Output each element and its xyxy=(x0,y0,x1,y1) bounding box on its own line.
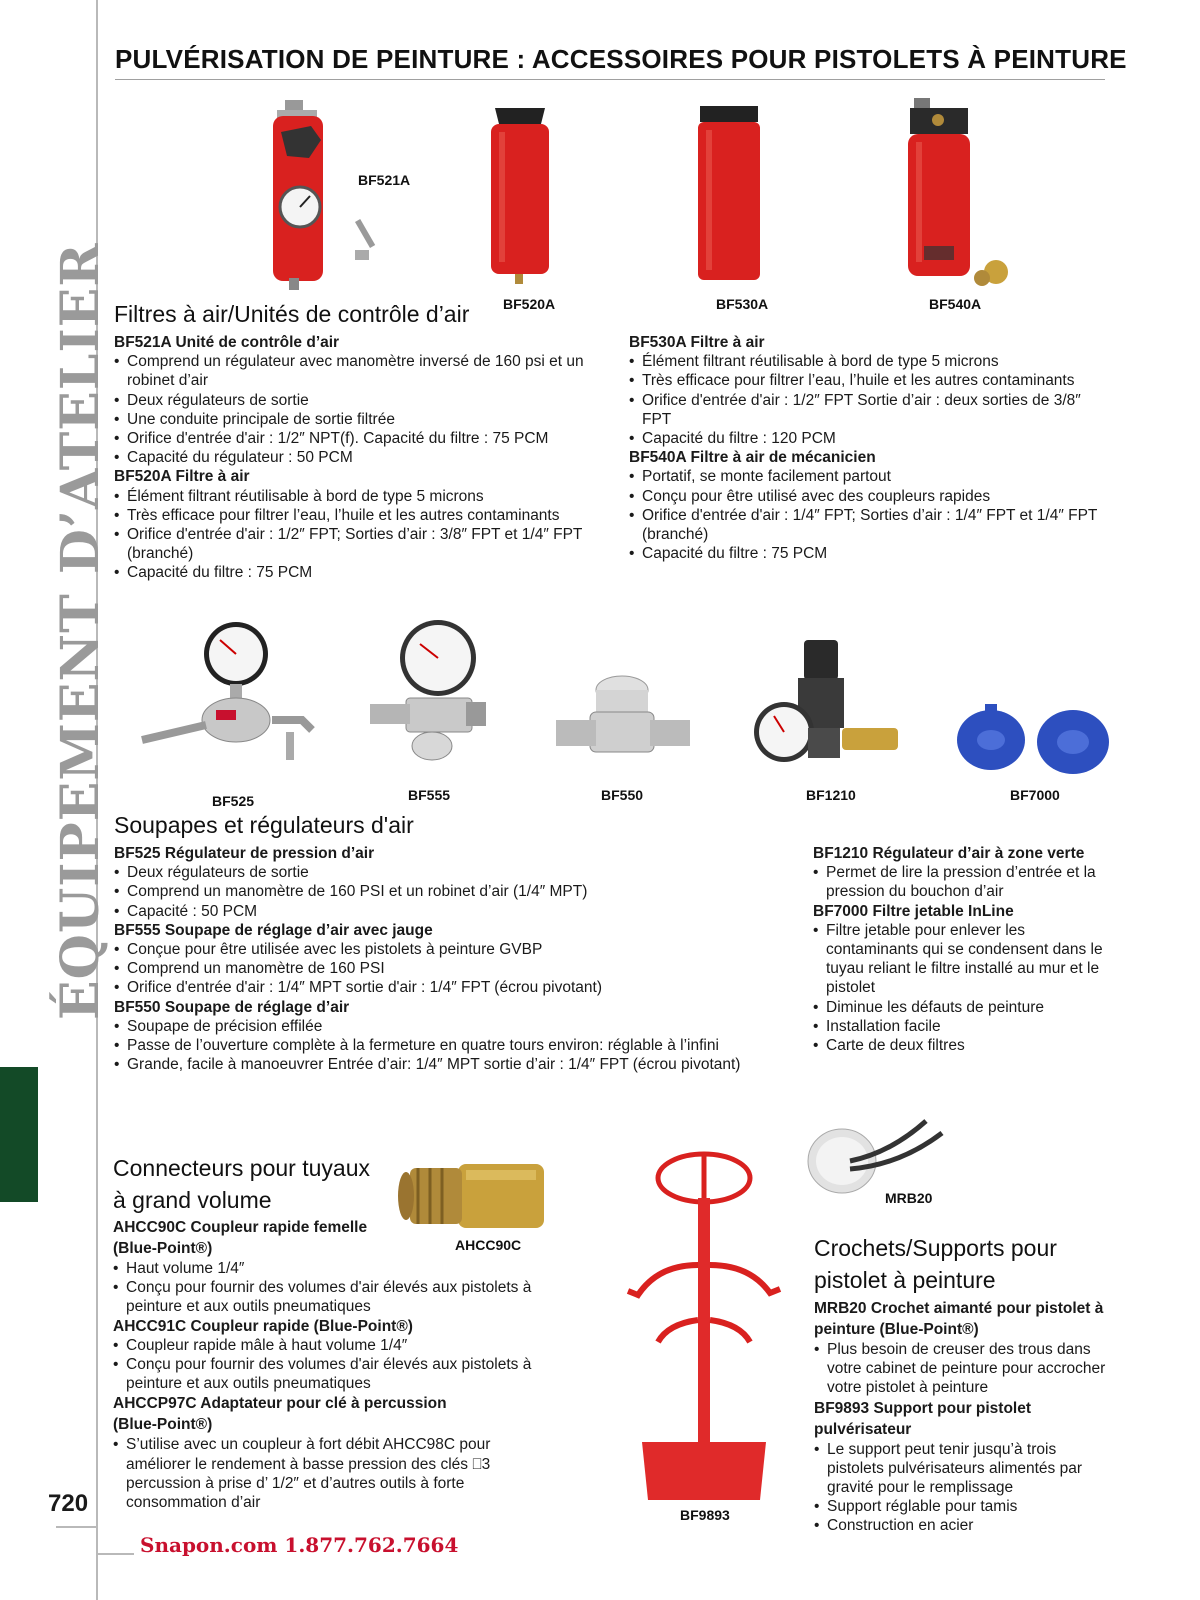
feature-item: • Plus besoin de creuser des trous dans votre cabinet de peinture pour accrocher votre pistolet à peinture xyxy=(814,1340,1114,1398)
product-title: BF7000 Filtre jetable InLine xyxy=(813,902,1014,920)
feature-item: • Support réglable pour tamis xyxy=(814,1497,1114,1516)
product-title: BF540A Filtre à air de mécanicien xyxy=(629,449,876,467)
feature-item: • Orifice d'entrée d'air : 1/4″ MPT sortie d'air : 1/4″ FPT (écrou pivotant) xyxy=(114,978,794,997)
feature-item: • Deux régulateurs de sortie xyxy=(114,391,604,410)
feature-item: • Le support peut tenir jusqu’à trois pistolets pulvérisateurs alimentés par gravité pour le remplissage xyxy=(814,1440,1114,1498)
section4-column xyxy=(814,1298,1114,1536)
feature-list xyxy=(114,863,794,921)
section-heading-hooks-stands: Crochets/Supports pour pistolet à peinture xyxy=(814,1235,1057,1293)
feature-list xyxy=(629,467,1111,563)
feature-item: • Élément filtrant réutilisable à bord de type 5 microns xyxy=(629,352,1111,371)
feature-item: • Capacité du filtre : 120 PCM xyxy=(629,429,1111,448)
label-bf1210: BF1210 xyxy=(806,787,856,803)
page-title: PULVÉRISATION DE PEINTURE : ACCESSOIRES POUR PISTOLETS À PEINTURE xyxy=(115,44,1127,74)
feature-item: • Passe de l’ouverture complète à la fermeture en quatre tours environ: réglable à l’infini xyxy=(114,1036,794,1055)
feature-item: • Comprend un manomètre de 160 PSI xyxy=(114,959,794,978)
label-bf7000: BF7000 xyxy=(1010,787,1060,803)
label-bf540a: BF540A xyxy=(929,296,982,312)
product-title: AHCC90C Coupleur rapide femelle (Blue-Point®) xyxy=(113,1219,368,1257)
label-bf525: BF525 xyxy=(212,793,255,809)
feature-item: • Carte de deux filtres xyxy=(813,1036,1115,1055)
feature-item: • Permet de lire la pression d’entrée et la pression du bouchon d’air xyxy=(813,863,1115,901)
feature-item: • Capacité du filtre : 75 PCM xyxy=(114,563,604,582)
section-heading-valves-regulators: Soupapes et régulateurs d'air xyxy=(114,812,414,838)
bf530a-image xyxy=(694,104,764,284)
footer-rule xyxy=(96,1553,134,1555)
feature-item: • Comprend un régulateur avec manomètre inversé de 160 psi et un robinet d’air xyxy=(114,352,604,390)
feature-item: • Haut volume 1/4″ xyxy=(113,1259,563,1278)
label-bf9893: BF9893 xyxy=(680,1507,730,1523)
feature-item: • Élément filtrant réutilisable à bord de type 5 microns xyxy=(114,487,604,506)
feature-item: • Capacité du régulateur : 50 PCM xyxy=(114,448,604,467)
feature-list xyxy=(114,352,604,467)
label-bf550: BF550 xyxy=(601,787,644,803)
feature-item: • S’utilise avec un coupleur à fort débit AHCC98C pour améliorer le rendement à basse pression des clés ⎕3 percussion à prise d’ 1/2″ et d’autres outils à forte consommation d’air xyxy=(113,1435,523,1512)
product-title: BF9893 Support pour pistolet pulvérisateur xyxy=(814,1399,1032,1438)
bf9893-image xyxy=(606,1150,786,1505)
product-title: MRB20 Crochet aimanté pour pistolet à peinture (Blue-Point®) xyxy=(814,1300,1104,1338)
feature-list xyxy=(814,1340,1114,1398)
bf7000-image xyxy=(955,700,1115,780)
page-number-rule xyxy=(56,1526,98,1528)
feature-item: • Orifice d'entrée d'air : 1/2″ FPT Sortie d’air : deux sorties de 3/8″ FPT xyxy=(629,391,1111,429)
feature-item: • Portatif, se monte facilement partout xyxy=(629,467,1111,486)
feature-item: • Très efficace pour filtrer l’eau, l’huile et les autres contaminants xyxy=(629,371,1111,390)
label-mrb20: MRB20 xyxy=(885,1190,933,1206)
product-title: AHCC91C Coupleur rapide (Blue-Point®) xyxy=(113,1317,413,1335)
section2-left-column xyxy=(114,844,794,1074)
product-title: AHCCP97C Adaptateur pour clé à percussion (Blue-Point®) xyxy=(113,1395,447,1434)
section-heading-hose-connectors: Connecteurs pour tuyaux à grand volume xyxy=(113,1155,370,1213)
feature-item: • Une conduite principale de sortie filtrée xyxy=(114,410,604,429)
bf540a-image xyxy=(902,96,1014,292)
label-bf555: BF555 xyxy=(408,787,451,803)
feature-item: • Conçu pour être utilisé avec des coupleurs rapides xyxy=(629,487,1111,506)
feature-list xyxy=(114,1017,794,1075)
feature-list xyxy=(114,940,794,998)
section-tab xyxy=(0,1067,38,1202)
bf520a-image xyxy=(485,104,555,290)
mrb20-image xyxy=(806,1117,946,1197)
section3-column xyxy=(113,1217,563,1512)
feature-item: • Orifice d'entrée d'air : 1/4″ FPT; Sorties d’air : 1/4″ FPT et 1/4″ FPT (branché) xyxy=(629,506,1111,544)
bf555-image xyxy=(366,618,491,768)
product-title: BF1210 Régulateur d’air à zone verte xyxy=(813,845,1085,862)
feature-item: • Soupape de précision effilée xyxy=(114,1017,794,1036)
feature-item: • Capacité : 50 PCM xyxy=(114,902,794,921)
feature-item: • Orifice d'entrée d'air : 1/2″ FPT; Sorties d’air : 3/8″ FPT et 1/4″ FPT (branché) xyxy=(114,525,604,563)
product-title: BF530A Filtre à air xyxy=(629,334,765,351)
section1-right-column xyxy=(629,333,1111,563)
label-bf521a: BF521A xyxy=(358,172,411,188)
product-title: BF520A Filtre à air xyxy=(114,468,250,486)
feature-item: • Comprend un manomètre de 160 PSI et un robinet d’air (1/4″ MPT) xyxy=(114,882,794,901)
page-number: 720 xyxy=(48,1490,89,1517)
feature-item: • Deux régulateurs de sortie xyxy=(114,863,794,882)
feature-item: • Très efficace pour filtrer l’eau, l’huile et les autres contaminants xyxy=(114,506,604,525)
bf550-image xyxy=(550,672,700,772)
product-title: BF555 Soupape de réglage d’air avec jauge xyxy=(114,921,433,939)
footer-contact[interactable]: Snapon.com 1.877.762.7664 xyxy=(140,1533,459,1557)
feature-item: • Diminue les défauts de peinture xyxy=(813,998,1115,1017)
bf1210-image xyxy=(752,636,907,766)
feature-list xyxy=(629,352,1111,448)
feature-list xyxy=(113,1435,563,1512)
feature-list xyxy=(814,1440,1114,1536)
feature-list xyxy=(113,1259,563,1317)
section1-left-column xyxy=(114,333,604,583)
bf521a-image xyxy=(255,92,375,292)
title-underline xyxy=(115,79,1105,80)
feature-item: • Construction en acier xyxy=(814,1516,1114,1535)
feature-list xyxy=(813,863,1115,901)
label-bf520a: BF520A xyxy=(503,296,556,312)
feature-item: • Installation facile xyxy=(813,1017,1115,1036)
side-section-title: ÉQUIPEMENT D’ATELIER xyxy=(50,242,111,1020)
product-title: BF521A Unité de contrôle d’air xyxy=(114,334,340,351)
feature-list xyxy=(114,487,604,583)
feature-item: • Capacité du filtre : 75 PCM xyxy=(629,544,1111,563)
feature-item: • Coupleur rapide mâle à haut volume 1/4″ xyxy=(113,1336,563,1355)
feature-list xyxy=(113,1336,563,1394)
feature-item: • Filtre jetable pour enlever les contaminants qui se condensent dans le tuyau reliant le filtre installé au mur et le pistolet xyxy=(813,921,1115,998)
product-title: BF550 Soupape de réglage d’air xyxy=(114,998,350,1016)
label-bf530a: BF530A xyxy=(716,296,769,312)
label-ahcc90c: AHCC90C xyxy=(455,1237,522,1253)
feature-list xyxy=(813,921,1115,1055)
feature-item: • Conçue pour être utilisée avec les pistolets à peinture GVBP xyxy=(114,940,794,959)
section-heading-air-filters: Filtres à air/Unités de contrôle d’air xyxy=(114,301,470,327)
section2-right-column xyxy=(813,844,1115,1055)
feature-item: • Orifice d'entrée d'air : 1/2″ NPT(f). Capacité du filtre : 75 PCM xyxy=(114,429,604,448)
bf525-image xyxy=(136,620,321,765)
feature-item: • Conçu pour fournir des volumes d'air élevés aux pistolets à peinture et aux outils pneumatiques xyxy=(113,1278,563,1316)
product-title: BF525 Régulateur de pression d’air xyxy=(114,845,375,862)
feature-item: • Conçu pour fournir des volumes d'air élevés aux pistolets à peinture et aux outils pneumatiques xyxy=(113,1355,563,1393)
feature-item: • Grande, facile à manoeuvrer Entrée d’air: 1/4″ MPT sortie d’air : 1/4″ FPT (écrou pivotant) xyxy=(114,1055,794,1074)
